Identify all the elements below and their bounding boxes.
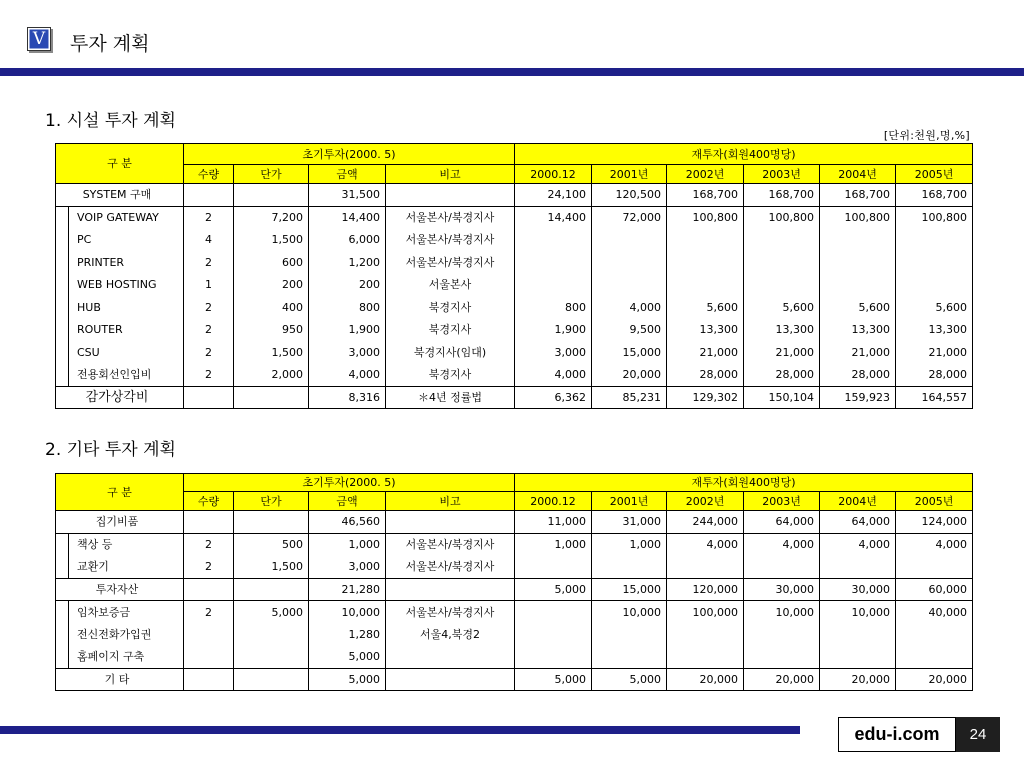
cell-amount: 1,000: [309, 533, 386, 556]
cell-unit-price: 1,500: [234, 341, 309, 364]
cell-amount: 1,900: [309, 319, 386, 342]
item-row: [56, 364, 973, 387]
header-unit-price: 단가: [234, 165, 309, 184]
cell-y2004: [820, 556, 896, 579]
group-row: [56, 511, 973, 534]
cell-quantity: 2: [184, 319, 234, 342]
cell-y2005: 5,600: [896, 296, 973, 319]
cell-y2000-12: [515, 274, 592, 297]
cell-y2002: 168,700: [667, 184, 744, 207]
cell-y2001: 4,000: [592, 296, 667, 319]
cell-label: CSU: [69, 341, 184, 364]
cell-y2001: 120,500: [592, 184, 667, 207]
cell-y2005: 21,000: [896, 341, 973, 364]
cell-y2003: 168,700: [744, 184, 820, 207]
cell-unit-price: 5,000: [234, 601, 309, 624]
cell-y2004: 30,000: [820, 578, 896, 601]
cell-y2002: 21,000: [667, 341, 744, 364]
cell-y2005: [896, 556, 973, 579]
cell-note: 서울본사/북경지사: [386, 533, 515, 556]
cell-y2004: 168,700: [820, 184, 896, 207]
cell-y2003: [744, 623, 820, 646]
group-row: [56, 184, 973, 207]
other-investment-table: [55, 473, 973, 691]
title-divider-bar: [0, 68, 1024, 76]
header-2002: 2002년: [667, 492, 744, 511]
item-row: [56, 341, 973, 364]
cell-y2002: 5,600: [667, 296, 744, 319]
cell-unit-price: [234, 386, 309, 409]
header-quantity: 수량: [184, 165, 234, 184]
cell-amount: 3,000: [309, 556, 386, 579]
cell-amount: 8,316: [309, 386, 386, 409]
cell-y2002: 120,000: [667, 578, 744, 601]
cell-quantity: 2: [184, 533, 234, 556]
cell-y2000-12: 800: [515, 296, 592, 319]
cell-y2004: [820, 229, 896, 252]
cell-unit-price: 2,000: [234, 364, 309, 387]
cell-y2000-12: 1,000: [515, 533, 592, 556]
cell-quantity: [184, 184, 234, 207]
cell-y2000-12: [515, 646, 592, 669]
item-row: [56, 251, 973, 274]
cell-unit-price: [234, 578, 309, 601]
cell-y2003: 28,000: [744, 364, 820, 387]
cell-note: 서울본사/북경지사: [386, 556, 515, 579]
indent-cell: [56, 623, 69, 646]
cell-note: [386, 578, 515, 601]
cell-y2002: [667, 623, 744, 646]
cell-y2004: 28,000: [820, 364, 896, 387]
cell-y2005: 13,300: [896, 319, 973, 342]
cell-note: [386, 668, 515, 691]
cell-y2000-12: 24,100: [515, 184, 592, 207]
header-2005: 2005년: [896, 492, 973, 511]
cell-quantity: 2: [184, 364, 234, 387]
brand-label: edu-i.com: [838, 717, 956, 752]
item-row: [56, 206, 973, 229]
cell-note: 서울본사/북경지사: [386, 251, 515, 274]
cell-y2000-12: [515, 601, 592, 624]
indent-cell: [56, 274, 69, 297]
unit-label: [단위:천원,명,%]: [883, 129, 970, 142]
cell-unit-price: [234, 668, 309, 691]
page-number: 24: [956, 717, 1000, 752]
cell-y2004: 159,923: [820, 386, 896, 409]
cell-unit-price: 600: [234, 251, 309, 274]
cell-note: ＊4년 정률법: [386, 386, 515, 409]
cell-y2001: 20,000: [592, 364, 667, 387]
cell-amount: 14,400: [309, 206, 386, 229]
cell-label: 책상 등: [69, 533, 184, 556]
cell-note: 서울본사: [386, 274, 515, 297]
cell-quantity: [184, 668, 234, 691]
item-row: [56, 533, 973, 556]
cell-y2003: 13,300: [744, 319, 820, 342]
cell-y2005: 4,000: [896, 533, 973, 556]
header-2000-12: 2000.12: [515, 492, 592, 511]
cell-y2004: [820, 251, 896, 274]
header-note: 비고: [386, 492, 515, 511]
header-2001: 2001년: [592, 492, 667, 511]
cell-y2002: 20,000: [667, 668, 744, 691]
cell-y2003: 4,000: [744, 533, 820, 556]
section-number-badge: V: [27, 27, 51, 51]
cell-y2004: [820, 274, 896, 297]
cell-amount: 200: [309, 274, 386, 297]
cell-quantity: 2: [184, 251, 234, 274]
cell-y2000-12: 1,900: [515, 319, 592, 342]
cell-y2005: [896, 623, 973, 646]
cell-note: 서울본사/북경지사: [386, 229, 515, 252]
footer-bar: [0, 726, 800, 734]
facility-investment-table: [55, 143, 973, 409]
cell-y2001: [592, 646, 667, 669]
cell-label: 전신전화가입권: [69, 623, 184, 646]
cell-y2002: 100,000: [667, 601, 744, 624]
header-category: 구 분: [56, 144, 184, 184]
cell-y2002: [667, 556, 744, 579]
cell-y2005: 124,000: [896, 511, 973, 534]
cell-y2001: 85,231: [592, 386, 667, 409]
cell-amount: 46,560: [309, 511, 386, 534]
group-row: [56, 668, 973, 691]
cell-amount: 10,000: [309, 601, 386, 624]
cell-label: 기 타: [56, 668, 184, 691]
cell-y2000-12: 11,000: [515, 511, 592, 534]
indent-cell: [56, 251, 69, 274]
cell-y2004: 20,000: [820, 668, 896, 691]
other-table-body: [56, 511, 973, 691]
cell-amount: 5,000: [309, 668, 386, 691]
cell-y2005: [896, 229, 973, 252]
cell-y2002: 100,800: [667, 206, 744, 229]
cell-y2003: 10,000: [744, 601, 820, 624]
cell-quantity: [184, 646, 234, 669]
cell-quantity: 2: [184, 296, 234, 319]
indent-cell: [56, 364, 69, 387]
header-2005: 2005년: [896, 165, 973, 184]
facility-section-heading: 1. 시설 투자 계획: [45, 111, 176, 131]
cell-y2000-12: 5,000: [515, 668, 592, 691]
cell-y2001: 9,500: [592, 319, 667, 342]
cell-note: 북경지사(임대): [386, 341, 515, 364]
cell-quantity: [184, 386, 234, 409]
cell-label: SYSTEM 구매: [56, 184, 184, 207]
header-row-columns: [56, 165, 973, 184]
cell-quantity: 4: [184, 229, 234, 252]
cell-y2002: [667, 229, 744, 252]
cell-y2005: 100,800: [896, 206, 973, 229]
indent-cell: [56, 646, 69, 669]
cell-note: 북경지사: [386, 319, 515, 342]
cell-y2001: 31,000: [592, 511, 667, 534]
page-title: 투자 계획: [70, 33, 150, 55]
cell-unit-price: 950: [234, 319, 309, 342]
cell-y2004: [820, 623, 896, 646]
cell-unit-price: [234, 646, 309, 669]
cell-y2003: 150,104: [744, 386, 820, 409]
cell-quantity: [184, 511, 234, 534]
cell-y2004: 64,000: [820, 511, 896, 534]
cell-y2004: [820, 646, 896, 669]
cell-unit-price: 7,200: [234, 206, 309, 229]
cell-y2002: [667, 646, 744, 669]
cell-y2004: 100,800: [820, 206, 896, 229]
header-2004: 2004년: [820, 492, 896, 511]
cell-quantity: 2: [184, 601, 234, 624]
header-row-groups: [56, 474, 973, 492]
cell-y2001: 1,000: [592, 533, 667, 556]
cell-y2002: 28,000: [667, 364, 744, 387]
header-2002: 2002년: [667, 165, 744, 184]
cell-label: 홈페이지 구축: [69, 646, 184, 669]
item-row: [56, 556, 973, 579]
cell-note: 서울본사/북경지사: [386, 601, 515, 624]
cell-note: 북경지사: [386, 364, 515, 387]
item-row: [56, 319, 973, 342]
cell-y2004: 13,300: [820, 319, 896, 342]
cell-label: 집기비품: [56, 511, 184, 534]
header-initial-investment: 초기투자(2000. 5): [184, 144, 515, 165]
cell-amount: 3,000: [309, 341, 386, 364]
cell-y2003: 64,000: [744, 511, 820, 534]
cell-label: ROUTER: [69, 319, 184, 342]
header-row-groups: [56, 144, 973, 165]
cell-y2005: [896, 251, 973, 274]
header-reinvestment: 재투자(회원400명당): [515, 474, 973, 492]
header-2003: 2003년: [744, 492, 820, 511]
other-section-heading: 2. 기타 투자 계획: [45, 440, 176, 460]
cell-y2005: 28,000: [896, 364, 973, 387]
cell-y2001: [592, 623, 667, 646]
cell-label: PRINTER: [69, 251, 184, 274]
cell-y2005: 20,000: [896, 668, 973, 691]
cell-label: PC: [69, 229, 184, 252]
cell-y2001: 5,000: [592, 668, 667, 691]
header-2000-12: 2000.12: [515, 165, 592, 184]
cell-amount: 4,000: [309, 364, 386, 387]
cell-y2004: 21,000: [820, 341, 896, 364]
cell-amount: 1,200: [309, 251, 386, 274]
cell-y2005: [896, 274, 973, 297]
cell-y2003: [744, 229, 820, 252]
cell-note: [386, 184, 515, 207]
cell-y2002: [667, 274, 744, 297]
cell-y2003: [744, 556, 820, 579]
cell-note: 서울본사/북경지사: [386, 206, 515, 229]
cell-y2000-12: 14,400: [515, 206, 592, 229]
header-category: 구 분: [56, 474, 184, 511]
cell-amount: 800: [309, 296, 386, 319]
cell-y2000-12: 6,362: [515, 386, 592, 409]
group-row: [56, 386, 973, 409]
header-2001: 2001년: [592, 165, 667, 184]
cell-amount: 5,000: [309, 646, 386, 669]
header-2004: 2004년: [820, 165, 896, 184]
table-header: [56, 144, 973, 184]
cell-y2004: 10,000: [820, 601, 896, 624]
cell-y2001: 15,000: [592, 578, 667, 601]
header-amount: 금액: [309, 492, 386, 511]
cell-y2003: 20,000: [744, 668, 820, 691]
indent-cell: [56, 533, 69, 556]
cell-y2005: 60,000: [896, 578, 973, 601]
cell-y2001: [592, 556, 667, 579]
cell-y2002: 13,300: [667, 319, 744, 342]
cell-y2001: [592, 251, 667, 274]
cell-label: WEB HOSTING: [69, 274, 184, 297]
cell-unit-price: 400: [234, 296, 309, 319]
cell-y2001: 72,000: [592, 206, 667, 229]
cell-y2005: 40,000: [896, 601, 973, 624]
cell-y2001: 15,000: [592, 341, 667, 364]
header-initial-investment: 초기투자(2000. 5): [184, 474, 515, 492]
cell-y2003: [744, 646, 820, 669]
item-row: [56, 623, 973, 646]
cell-y2004: 5,600: [820, 296, 896, 319]
cell-quantity: 2: [184, 206, 234, 229]
header-row-columns: [56, 492, 973, 511]
cell-y2005: [896, 646, 973, 669]
cell-label: 임차보증금: [69, 601, 184, 624]
cell-quantity: [184, 623, 234, 646]
cell-unit-price: 200: [234, 274, 309, 297]
cell-quantity: [184, 578, 234, 601]
cell-y2000-12: 5,000: [515, 578, 592, 601]
indent-cell: [56, 556, 69, 579]
cell-label: 교환기: [69, 556, 184, 579]
cell-label: VOIP GATEWAY: [69, 206, 184, 229]
cell-y2001: [592, 229, 667, 252]
cell-y2003: 30,000: [744, 578, 820, 601]
cell-y2002: 4,000: [667, 533, 744, 556]
indent-cell: [56, 229, 69, 252]
cell-label: 감가상각비: [56, 386, 184, 409]
facility-table-body: [56, 184, 973, 409]
cell-y2004: 4,000: [820, 533, 896, 556]
cell-y2000-12: [515, 556, 592, 579]
cell-label: 투자자산: [56, 578, 184, 601]
cell-y2002: 129,302: [667, 386, 744, 409]
cell-quantity: 1: [184, 274, 234, 297]
cell-y2005: 168,700: [896, 184, 973, 207]
cell-amount: 6,000: [309, 229, 386, 252]
header-reinvestment: 재투자(회원400명당): [515, 144, 973, 165]
header-amount: 금액: [309, 165, 386, 184]
cell-y2001: 10,000: [592, 601, 667, 624]
cell-amount: 31,500: [309, 184, 386, 207]
cell-y2000-12: [515, 251, 592, 274]
header-quantity: 수량: [184, 492, 234, 511]
indent-cell: [56, 206, 69, 229]
indent-cell: [56, 341, 69, 364]
cell-y2003: [744, 274, 820, 297]
cell-note: 서울4,북경2: [386, 623, 515, 646]
item-row: [56, 601, 973, 624]
cell-note: [386, 511, 515, 534]
item-row: [56, 296, 973, 319]
cell-y2000-12: 3,000: [515, 341, 592, 364]
cell-y2000-12: [515, 229, 592, 252]
cell-y2000-12: 4,000: [515, 364, 592, 387]
cell-label: HUB: [69, 296, 184, 319]
header-note: 비고: [386, 165, 515, 184]
cell-quantity: 2: [184, 556, 234, 579]
cell-unit-price: [234, 623, 309, 646]
group-row: [56, 578, 973, 601]
cell-y2003: [744, 251, 820, 274]
cell-note: [386, 646, 515, 669]
indent-cell: [56, 319, 69, 342]
item-row: [56, 229, 973, 252]
cell-label: 전용회선인입비: [69, 364, 184, 387]
cell-y2003: 5,600: [744, 296, 820, 319]
cell-y2001: [592, 274, 667, 297]
cell-unit-price: [234, 511, 309, 534]
cell-y2003: 21,000: [744, 341, 820, 364]
cell-unit-price: [234, 184, 309, 207]
indent-cell: [56, 601, 69, 624]
item-row: [56, 274, 973, 297]
header-2003: 2003년: [744, 165, 820, 184]
item-row: [56, 646, 973, 669]
cell-y2002: 244,000: [667, 511, 744, 534]
cell-unit-price: 1,500: [234, 556, 309, 579]
cell-y2005: 164,557: [896, 386, 973, 409]
cell-amount: 1,280: [309, 623, 386, 646]
cell-y2000-12: [515, 623, 592, 646]
cell-note: 북경지사: [386, 296, 515, 319]
cell-quantity: 2: [184, 341, 234, 364]
cell-y2002: [667, 251, 744, 274]
cell-unit-price: 500: [234, 533, 309, 556]
cell-amount: 21,280: [309, 578, 386, 601]
header-unit-price: 단가: [234, 492, 309, 511]
cell-y2003: 100,800: [744, 206, 820, 229]
table-header: [56, 474, 973, 511]
cell-unit-price: 1,500: [234, 229, 309, 252]
indent-cell: [56, 296, 69, 319]
